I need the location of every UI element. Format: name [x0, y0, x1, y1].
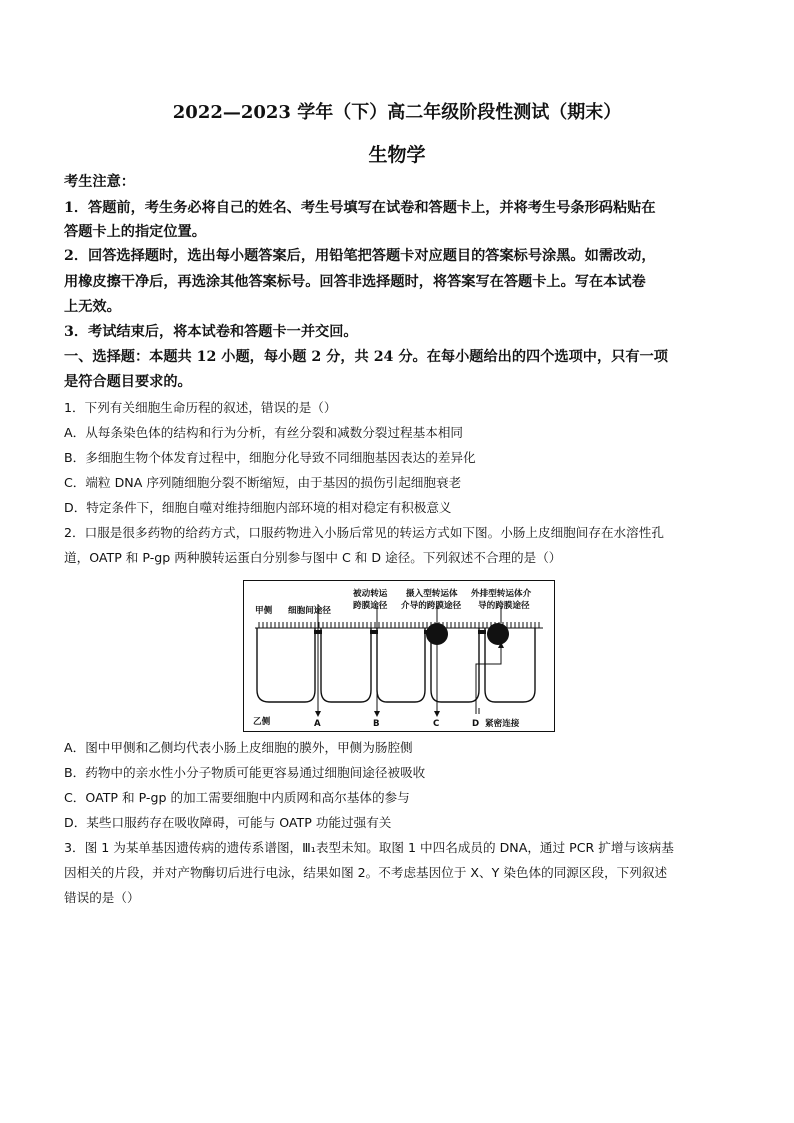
notice-line: 上无效。 [64, 299, 121, 315]
efflux-transporter-icon [487, 623, 509, 645]
tight-junction-label: 紧密连接 [485, 719, 520, 729]
q2-option-b: B．药物中的亲水性小分子物质可能更容易通过细胞间途径被吸收 [64, 765, 426, 780]
pathway-a-label: 细胞间途径 [288, 606, 331, 616]
notice-line: 2．回答选择题时，选出每小题答案后，用铅笔把答题卡对应题目的答案标号涂黑。如需改动， [64, 248, 656, 264]
q1-option-d: D．特定条件下，细胞自噬对维持细胞内部环境的相对稳定有积极意义 [64, 500, 452, 515]
section-heading-cont: 是符合题目要求的。 [64, 374, 192, 390]
q3-stem: 3．图 1 为某单基因遗传病的遗传系谱图，Ⅲ₁表型未知。取图 1 中四名成员的 DNA，通过 PCR 扩增与该病基 [64, 840, 674, 855]
q1-option-a: A．从每条染色体的结构和行为分析，有丝分裂和减数分裂过程基本相同 [64, 425, 464, 440]
q3-stem-cont: 因相关的片段，并对产物酶切后进行电泳，结果如图 2。不考虑基因位于 X、Y 染色体的同源区段，下列叙述 [64, 865, 668, 880]
q1-option-c: C．端粒 DNA 序列随细胞分裂不断缩短，由于基因的损伤引起细胞衰老 [64, 475, 462, 490]
q2-option-c: C．OATP 和 P-gp 的加工需要细胞中内质网和高尔基体的参与 [64, 790, 410, 805]
subject-title: 生物学 [368, 144, 426, 166]
q2-stem-cont: 道，OATP 和 P-gp 两种膜转运蛋白分别参与图中 C 和 D 途径。下列叙述不合理的是（） [64, 550, 562, 565]
side-top-label: 甲侧 [255, 606, 273, 616]
q1-stem: 1．下列有关细胞生命历程的叙述，错误的是（） [64, 400, 337, 415]
transport-figure [243, 580, 555, 732]
q2-stem: 2．口服是很多药物的给药方式，口服药物进入小肠后常见的转运方式如下图。小肠上皮细胞间存在水溶性孔 [64, 525, 664, 540]
notice-line: 用橡皮擦干净后，再选涂其他答案标号。回答非选择题时，将答案写在答题卡上。写在本试卷 [64, 274, 646, 290]
pathway-c-label-1: 摄入型转运体 [406, 589, 458, 599]
pathway-b-letter: B [373, 719, 380, 729]
pathway-d-label-1: 外排型转运体介 [471, 589, 532, 599]
pathway-d-label-2: 导的跨膜途径 [478, 601, 530, 611]
intestinal-transport-diagram [243, 580, 555, 732]
pathway-c-label-2: 介导的跨膜途径 [401, 601, 462, 611]
side-bottom-label: 乙侧 [253, 717, 271, 727]
q1-option-b: B．多细胞生物个体发育过程中，细胞分化导致不同细胞基因表达的差异化 [64, 450, 476, 465]
pathway-b-label-2: 跨膜途径 [353, 601, 388, 611]
q2-option-d: D．某些口服药存在吸收障碍，可能与 OATP 功能过强有关 [64, 815, 392, 830]
section-heading: 一、选择题：本题共 12 小题，每小题 2 分，共 24 分。在每小题给出的四个选项中，只有一项 [64, 349, 668, 365]
pathway-d-letter: D [472, 719, 480, 729]
pathway-a-letter: A [314, 719, 321, 729]
q3-stem-end: 错误的是（） [64, 890, 140, 905]
notice-line: 1．答题前，考生务必将自己的姓名、考生号填写在试卷和答题卡上，并将考生号条形码粘贴在 [64, 200, 656, 216]
notice-line: 答题卡上的指定位置。 [64, 224, 206, 240]
pathway-b-label-1: 被动转运 [353, 589, 388, 599]
exam-title: 2022—2023 学年（下）高二年级阶段性测试（期末） [172, 102, 622, 123]
pathway-c-letter: C [433, 719, 440, 729]
q2-option-a: A．图中甲侧和乙侧均代表小肠上皮细胞的膜外，甲侧为肠腔侧 [64, 740, 413, 755]
notice-line: 3．考试结束后，将本试卷和答题卡一并交回。 [64, 324, 358, 340]
notice-heading: 考生注意： [64, 174, 135, 190]
